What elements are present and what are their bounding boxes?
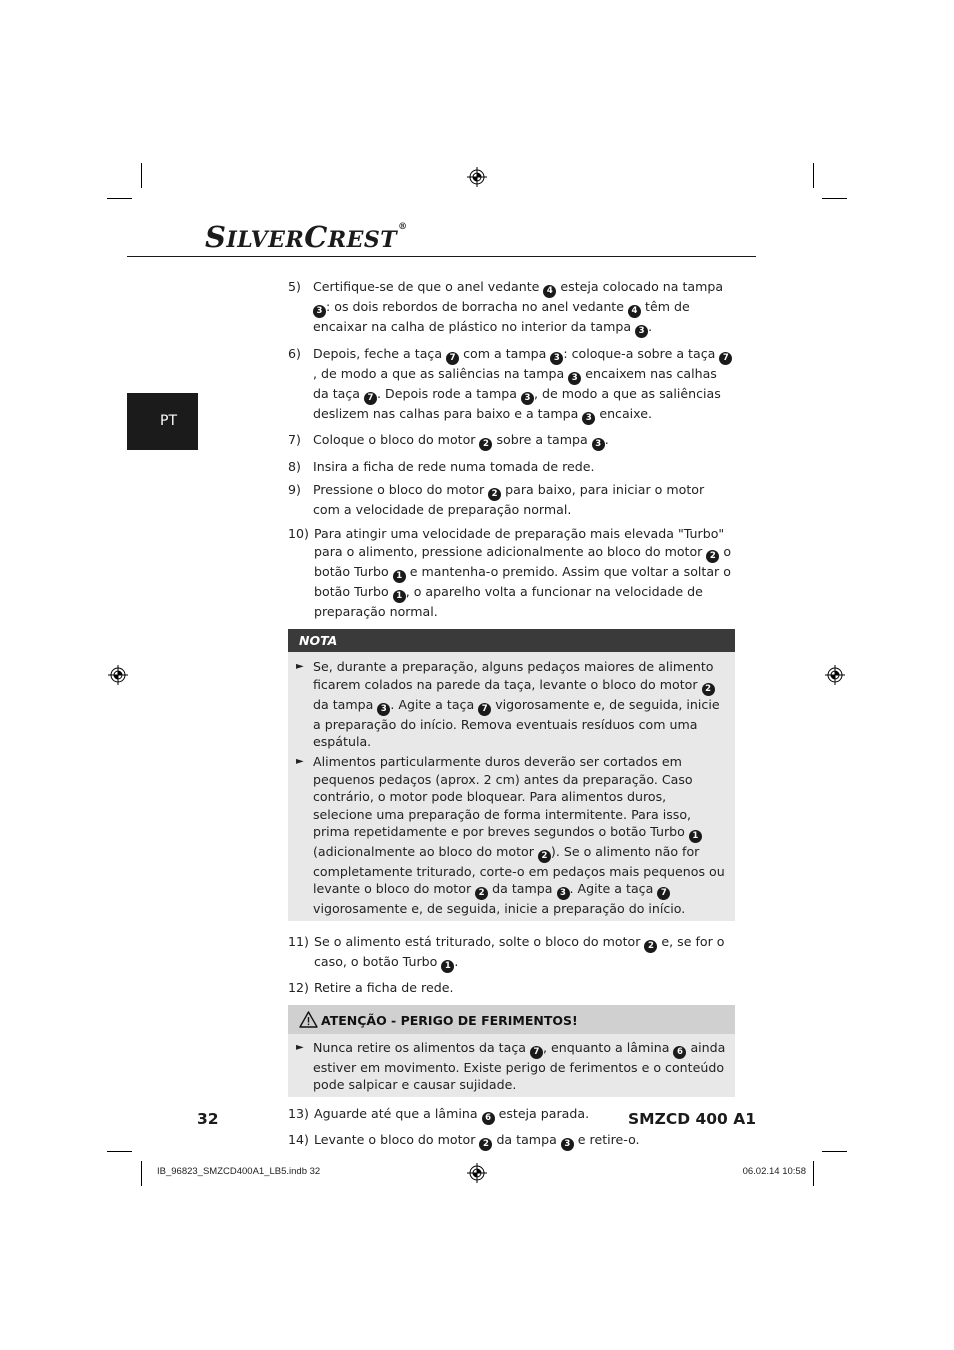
bullet-text: Nunca retire os alimentos da taça 7 , enquanto a lâmina 6 ainda estiver em movimento. Existe perigo de ferimentos e o conteúdo pode salpicar e causar sujidade. bbox=[313, 1039, 726, 1093]
note-title: NOTA bbox=[288, 629, 735, 652]
page-number: 32 bbox=[197, 1110, 219, 1128]
crop-mark bbox=[141, 1161, 142, 1186]
part-number-badge: 2 bbox=[479, 438, 492, 451]
crop-mark bbox=[141, 163, 142, 188]
bullet-arrow-icon: ► bbox=[296, 1041, 304, 1053]
part-number-badge: 3 bbox=[550, 352, 563, 365]
step-number: 6) bbox=[288, 345, 301, 361]
instruction-step bbox=[288, 345, 734, 425]
step-text: Certifique-se de que o anel vedante 4 esteja colocado na tampa 3 : os dois rebordos de borracha no anel vedante 4 têm de encaixar na calha de plástico no interior da tampa 3 . bbox=[313, 279, 724, 336]
part-number-badge: 1 bbox=[393, 590, 406, 603]
part-number-badge: 3 bbox=[592, 438, 605, 451]
bullet-item bbox=[288, 658, 735, 750]
step-text: Retire a ficha de rede. bbox=[314, 980, 454, 996]
crop-mark bbox=[813, 163, 814, 188]
part-number-badge: 7 bbox=[719, 352, 732, 365]
slug-date: 06.02.14 10:58 bbox=[742, 1166, 806, 1177]
part-number-badge: 3 bbox=[313, 305, 326, 318]
registration-mark-icon bbox=[467, 1163, 487, 1183]
instruction-step bbox=[288, 431, 734, 451]
step-number: 11) bbox=[288, 933, 309, 949]
step-text: Pressione o bloco do motor 2 para baixo, para iniciar o motor com a velocidade de preparação normal. bbox=[313, 482, 705, 518]
part-number-badge: 3 bbox=[561, 1138, 574, 1151]
bullet-text: Se, durante a preparação, alguns pedaços maiores de alimento ficarem colados na parede da taça, levante o bloco do motor 2 da tampa 3 . Agite a taça 7 vigorosamente e, de seguida, inicie a preparação do início. Remova eventuais resíduos com uma espátula. bbox=[313, 659, 720, 749]
warning-triangle-icon bbox=[299, 1011, 318, 1028]
crop-mark bbox=[107, 1151, 132, 1152]
header-rule bbox=[127, 256, 756, 257]
part-number-badge: 2 bbox=[644, 940, 657, 953]
registration-mark-icon bbox=[825, 665, 845, 685]
steps-list bbox=[288, 278, 734, 620]
part-number-badge: 2 bbox=[538, 850, 551, 863]
step-text: Se o alimento está triturado, solte o bloco do motor 2 e, se for o caso, o botão Turbo 1 . bbox=[314, 933, 725, 971]
instruction-step bbox=[288, 458, 734, 475]
step-number: 5) bbox=[288, 279, 301, 294]
warning-box bbox=[288, 1005, 735, 1097]
step-text: Insira a ficha de rede numa tomada de rede. bbox=[313, 458, 595, 474]
step-text: Levante o bloco do motor 2 da tampa 3 e retire-o. bbox=[314, 1132, 640, 1149]
part-number-badge: 3 bbox=[582, 412, 595, 425]
part-number-badge: 2 bbox=[475, 887, 488, 900]
warning-header bbox=[288, 1005, 735, 1034]
note-bullets bbox=[288, 658, 735, 918]
registration-mark-icon bbox=[467, 167, 487, 187]
part-number-badge: 7 bbox=[657, 887, 670, 900]
part-number-badge: 3 bbox=[377, 703, 390, 716]
part-number-badge: 1 bbox=[441, 960, 454, 973]
part-number-badge: 3 bbox=[557, 887, 570, 900]
bullet-arrow-icon: ► bbox=[296, 661, 304, 673]
slug-file-info: IB_96823_SMZCD400A1_LB5.indb 32 bbox=[157, 1166, 321, 1177]
crop-mark bbox=[822, 198, 847, 199]
part-number-badge: 7 bbox=[364, 392, 377, 405]
instruction-step bbox=[288, 278, 734, 338]
instruction-step bbox=[288, 481, 734, 518]
part-number-badge: 6 bbox=[482, 1112, 495, 1125]
language-tab bbox=[127, 393, 198, 450]
warning-title: ATENÇÃO - PERIGO DE FERIMENTOS! bbox=[321, 1012, 578, 1028]
part-number-badge: 6 bbox=[673, 1046, 686, 1059]
instruction-step bbox=[288, 933, 734, 973]
part-number-badge: 4 bbox=[628, 305, 641, 318]
model-name: SMZCD 400 A1 bbox=[628, 1110, 756, 1128]
steps-list bbox=[288, 933, 734, 997]
step-number: 14) bbox=[288, 1132, 309, 1147]
part-number-badge: 7 bbox=[478, 703, 491, 716]
registration-mark-icon bbox=[108, 665, 128, 685]
crop-mark bbox=[822, 1151, 847, 1152]
bullet-item bbox=[288, 753, 735, 917]
step-number: 8) bbox=[288, 458, 301, 474]
step-number: 10) bbox=[288, 526, 309, 542]
part-number-badge: 1 bbox=[393, 570, 406, 583]
part-number-badge: 7 bbox=[446, 352, 459, 365]
part-number-badge: 2 bbox=[702, 683, 715, 696]
instruction-step bbox=[288, 525, 734, 620]
step-number: 12) bbox=[288, 980, 309, 996]
bullet-arrow-icon: ► bbox=[296, 756, 304, 768]
step-text: Coloque o bloco do motor 2 sobre a tampa 3 . bbox=[313, 432, 609, 449]
step-text: Depois, feche a taça 7 com a tampa 3 : coloque-a sobre a taça 7, de modo a que as saliências na tampa 3 encaixem nas calhas da taça 7 . Depois rode a tampa 3 , de modo a que as saliências deslizem nas calhas para baixo e a tampa 3 encaixe. bbox=[313, 346, 732, 421]
part-number-badge: 4 bbox=[543, 285, 556, 298]
part-number-badge: 2 bbox=[479, 1138, 492, 1151]
part-number-badge: 2 bbox=[706, 550, 719, 563]
step-text: Para atingir uma velocidade de preparação mais elevada "Turbo" para o alimento, pressione adicionalmente ao bloco do motor 2 o botão Turbo 1 e mantenha-o premido. Assim que voltar a soltar o botão Turbo 1 , o aparelho volta a funcionar na velocidade de preparação normal. bbox=[314, 526, 732, 619]
part-number-badge: 3 bbox=[521, 392, 534, 405]
warning-bullets bbox=[288, 1039, 735, 1094]
language-tab-label: PT bbox=[160, 413, 177, 429]
crop-mark bbox=[107, 198, 132, 199]
crop-mark bbox=[813, 1161, 814, 1186]
part-number-badge: 3 bbox=[635, 325, 648, 338]
instruction-step bbox=[288, 1131, 734, 1151]
part-number-badge: 1 bbox=[689, 830, 702, 843]
part-number-badge: 2 bbox=[488, 488, 501, 501]
main-content bbox=[288, 278, 734, 1158]
step-number: 9) bbox=[288, 482, 301, 498]
part-number-badge: 3 bbox=[568, 372, 581, 385]
instruction-step bbox=[288, 979, 734, 996]
bullet-item bbox=[288, 1039, 735, 1094]
step-number: 13) bbox=[288, 1105, 309, 1121]
note-box bbox=[288, 629, 735, 921]
bullet-text: Alimentos particularmente duros deverão ser cortados em pequenos pedaços (aprox. 2 cm) antes da preparação. Caso contrário, o motor pode bloquear. Para alimentos duros, selecione uma preparação de forma intermitente. Para isso, prima repetidamente e por breves segundos o botão Turbo 1 (adicionalmente ao bloco do motor 2 ). Se o alimento não for completamente triturado, corte-o em pedaços mais pequenos ou levante o bloco do motor 2 da tampa 3 . Agite a taça 7 vigorosamente e, de seguida, inicie a preparação do início. bbox=[313, 754, 725, 917]
step-text: Aguarde até que a lâmina 6 esteja parada. bbox=[314, 1105, 590, 1123]
silvercrest-logo: SILVERCREST® bbox=[205, 220, 408, 254]
part-number-badge: 7 bbox=[530, 1046, 543, 1059]
step-number: 7) bbox=[288, 432, 301, 447]
